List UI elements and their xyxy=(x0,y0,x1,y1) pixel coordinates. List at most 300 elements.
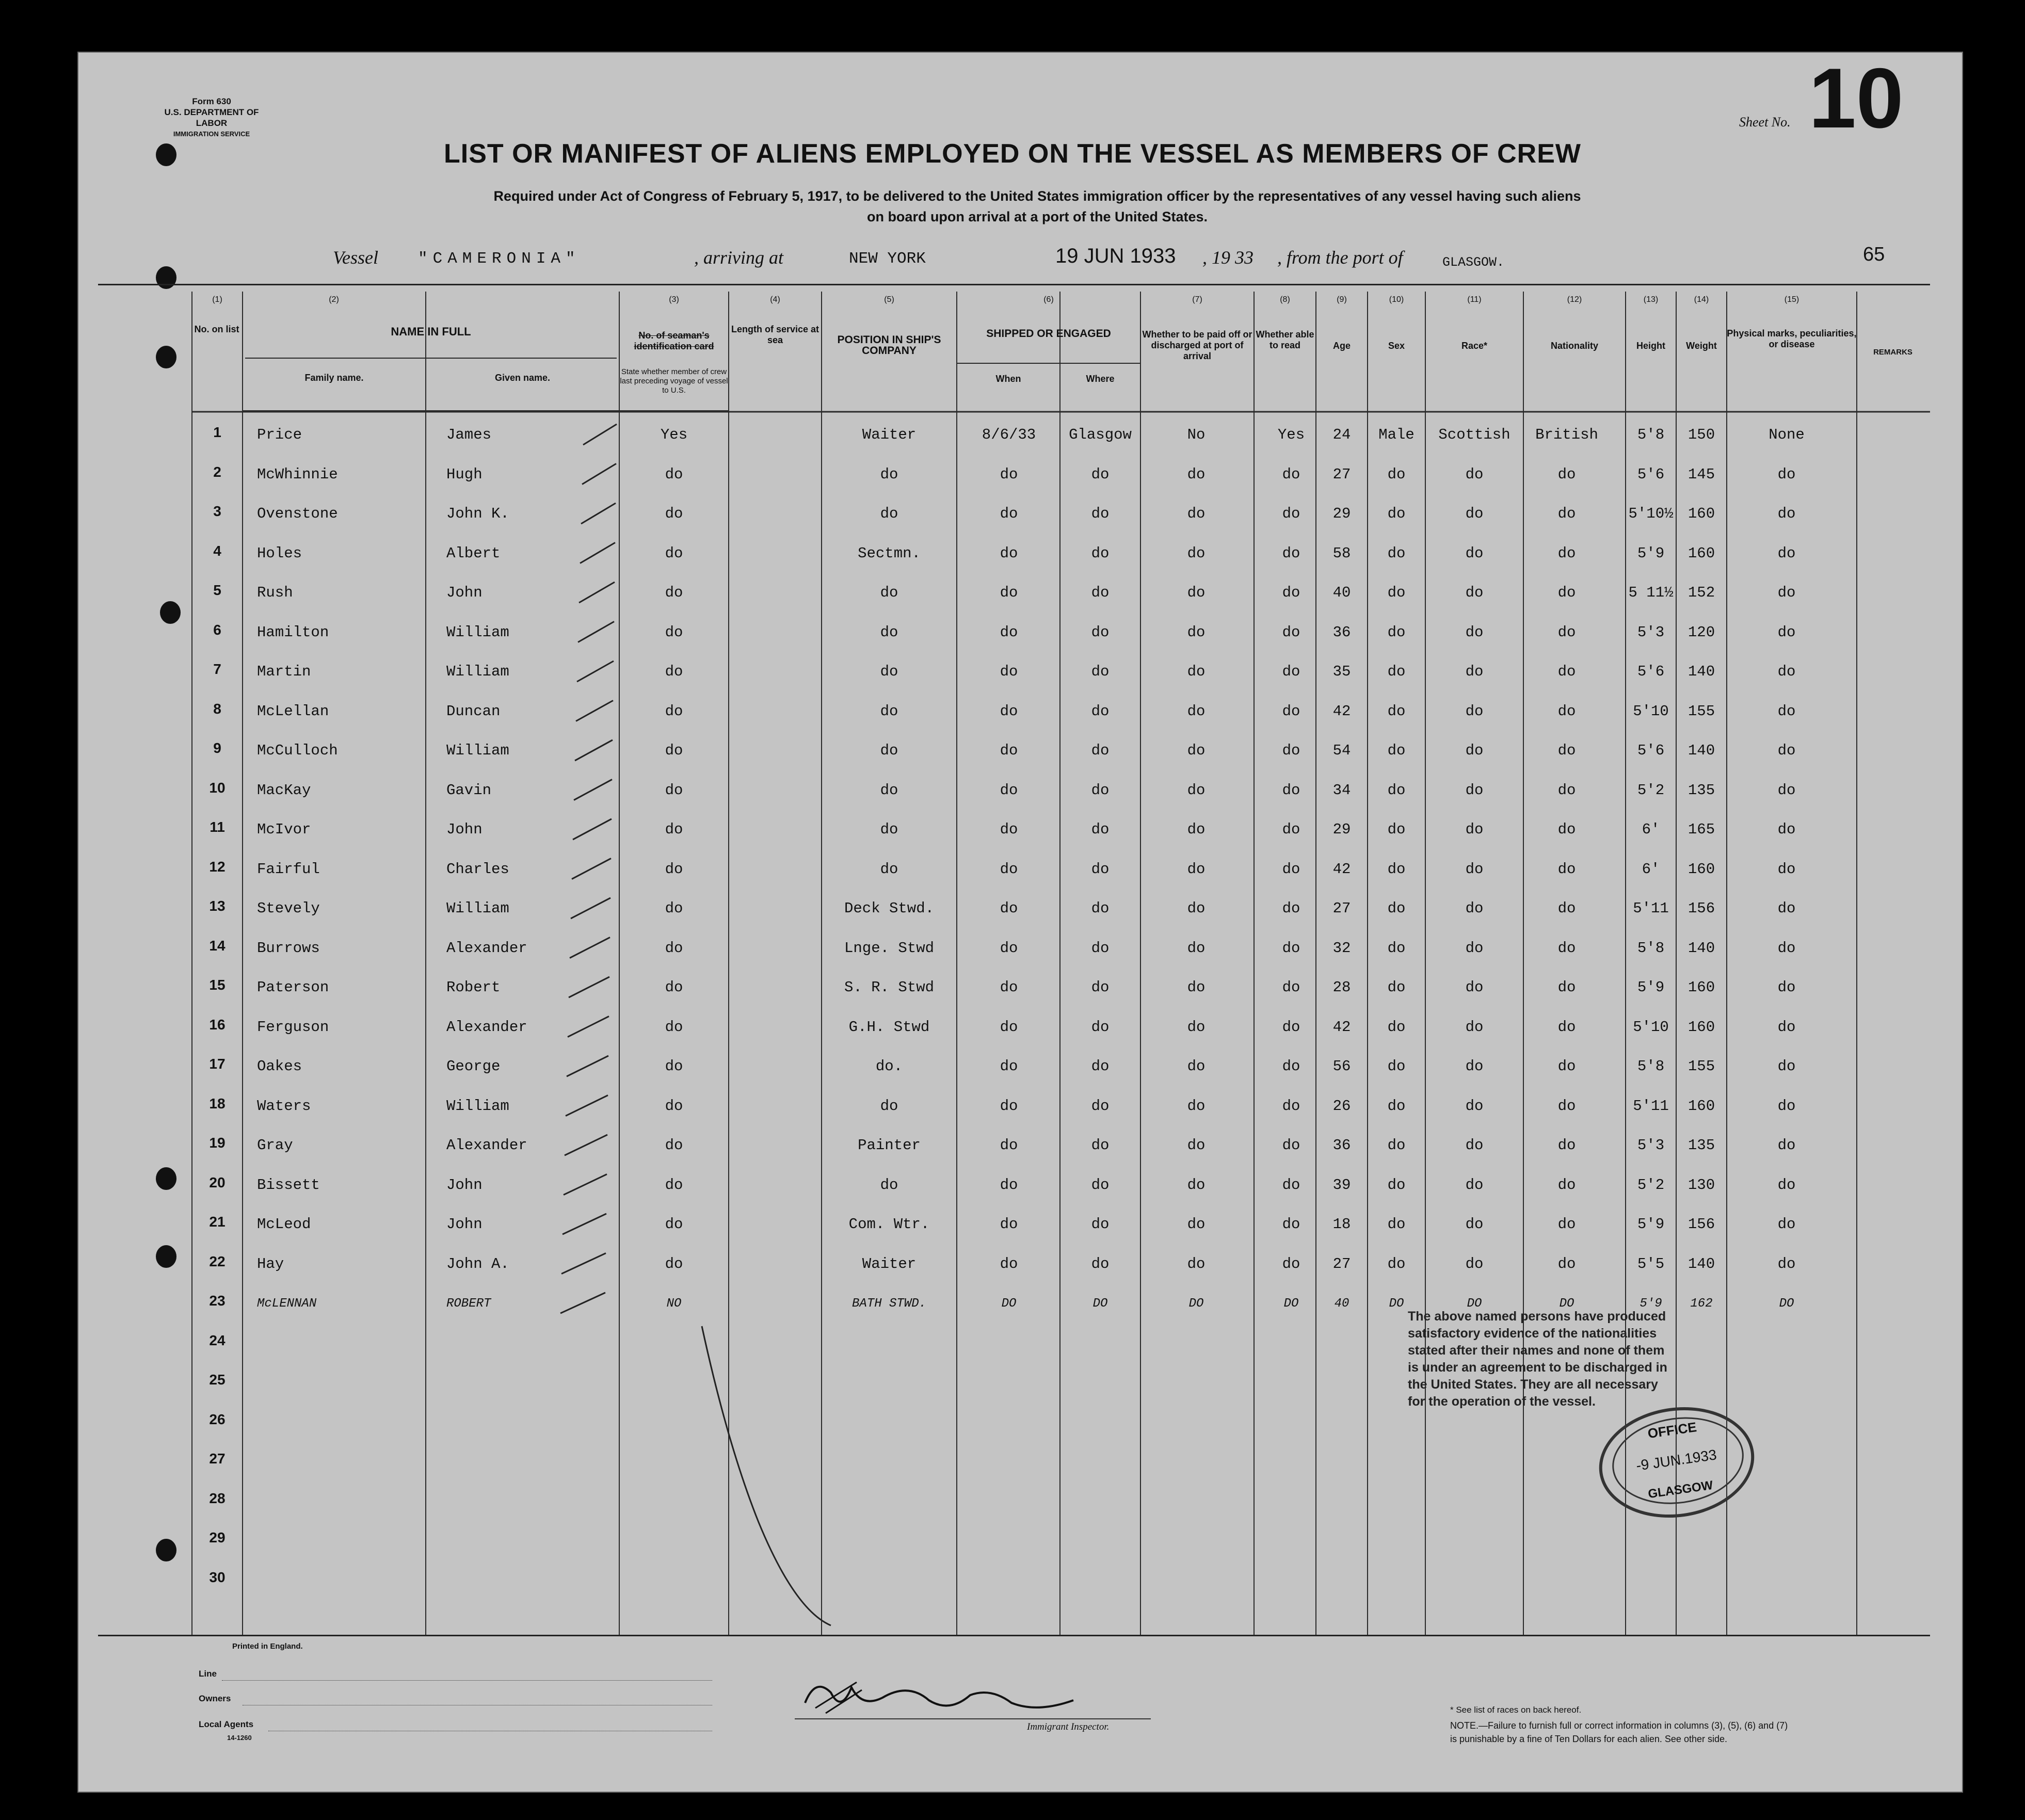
cell-nat: do xyxy=(1557,1058,1576,1075)
cell-family: McLeod xyxy=(257,1216,311,1233)
cell-where: do xyxy=(1091,702,1110,720)
cell-where: do xyxy=(1091,1058,1110,1075)
cell-paid: do xyxy=(1187,821,1206,838)
cell-family: McIvor xyxy=(257,821,311,838)
cell-read: do xyxy=(1282,465,1300,483)
service: IMMIGRATION SERVICE xyxy=(173,130,250,138)
cell-phys: do xyxy=(1777,742,1796,759)
cell-height: 5'9 xyxy=(1640,1297,1662,1311)
cell-where: do xyxy=(1091,900,1110,917)
local-agents-label: Local Agents xyxy=(199,1719,254,1729)
cell-age: 29 xyxy=(1332,821,1351,838)
arriving-label: , arriving at xyxy=(694,247,784,268)
row-number: 22 xyxy=(209,1253,226,1269)
cell-race: do xyxy=(1465,900,1484,917)
cell-family: Rush xyxy=(257,584,293,601)
cell-phys: do xyxy=(1777,702,1796,720)
cell-weight: 156 xyxy=(1687,900,1715,917)
vessel-name: "CAMERONIA" xyxy=(418,250,581,268)
cell-sex: Male xyxy=(1378,426,1415,443)
cell-height: 5'2 xyxy=(1637,781,1665,799)
cell-phys: do xyxy=(1777,860,1796,878)
stamp-line-4: is under an agreement to be discharged in xyxy=(1408,1360,1667,1375)
cell-nat: do xyxy=(1557,742,1576,759)
column-number: (2) xyxy=(329,295,339,304)
cell-nat: do xyxy=(1557,1176,1576,1194)
cell-paid: do xyxy=(1187,1216,1206,1233)
cell-given: John xyxy=(446,1176,483,1194)
cell-family: Oakes xyxy=(257,1058,302,1075)
cell-weight: 156 xyxy=(1687,1216,1715,1233)
cell-age: 28 xyxy=(1332,979,1351,996)
cell-position: S. R. Stwd xyxy=(844,979,935,996)
cell-weight: 135 xyxy=(1687,781,1715,799)
owners-label: Owners xyxy=(199,1694,231,1703)
cell-when: 8/6/33 xyxy=(982,426,1036,443)
column-number: (12) xyxy=(1567,295,1582,304)
cell-position: do xyxy=(880,781,898,799)
cell-given: James xyxy=(446,426,492,443)
cell-sex: do xyxy=(1387,979,1406,996)
year-label: , 19 33 xyxy=(1202,247,1253,268)
cell-prev: do xyxy=(665,1097,683,1115)
line-field xyxy=(222,1680,712,1681)
cell-race: do xyxy=(1465,1216,1484,1233)
cell-position: Sectmn. xyxy=(858,544,921,562)
cell-race: do xyxy=(1465,505,1484,522)
cell-phys: do xyxy=(1777,979,1796,996)
cell-race: do xyxy=(1465,623,1484,641)
cell-height: 5 11½ xyxy=(1628,584,1674,601)
header-name: NAME IN FULL xyxy=(391,325,471,338)
printed-in: Printed in England. xyxy=(232,1642,303,1651)
cell-nat: do xyxy=(1557,1216,1576,1233)
cell-nat: do xyxy=(1557,939,1576,957)
cell-height: 6' xyxy=(1642,860,1660,878)
cell-prev: do xyxy=(665,623,683,641)
cell-prev: do xyxy=(665,663,683,680)
cell-height: 5'3 xyxy=(1637,1137,1665,1154)
cell-race: do xyxy=(1465,1058,1484,1075)
cell-height: 5'2 xyxy=(1637,1176,1665,1194)
cell-family: Gray xyxy=(257,1137,293,1154)
cell-when: do xyxy=(1000,939,1018,957)
cell-prev: do xyxy=(665,1255,683,1273)
cell-phys: do xyxy=(1777,1216,1796,1233)
cell-phys: do xyxy=(1777,544,1796,562)
cell-weight: 160 xyxy=(1687,544,1715,562)
cell-height: 5'8 xyxy=(1637,1058,1665,1075)
cell-race: do xyxy=(1465,860,1484,878)
cell-phys: DO xyxy=(1779,1297,1794,1311)
row-number: 18 xyxy=(209,1095,226,1112)
row-number: 6 xyxy=(213,621,221,638)
cell-weight: 160 xyxy=(1687,1018,1715,1036)
cell-given: Albert xyxy=(446,544,501,562)
cell-paid: do xyxy=(1187,584,1206,601)
cell-when: do xyxy=(1000,1058,1018,1075)
cell-given: John xyxy=(446,1216,483,1233)
row-number: 26 xyxy=(209,1411,226,1427)
oval-stamp-bottom: GLASGOW xyxy=(1647,1478,1714,1502)
cell-when: do xyxy=(1000,781,1018,799)
cell-prev: do xyxy=(665,1216,683,1233)
cell-prev: do xyxy=(665,1018,683,1036)
cell-where: do xyxy=(1091,781,1110,799)
cell-nat: do xyxy=(1557,900,1576,917)
cell-paid: do xyxy=(1187,623,1206,641)
cell-read: do xyxy=(1282,781,1300,799)
header-given: Given name. xyxy=(494,373,551,383)
header-remarks: REMARKS xyxy=(1873,348,1912,357)
cell-nat: do xyxy=(1557,505,1576,522)
cell-sex: do xyxy=(1387,1097,1406,1115)
stamp-line-1: The above named persons have produced xyxy=(1408,1309,1666,1324)
cell-paid: do xyxy=(1187,465,1206,483)
cell-phys: do xyxy=(1777,939,1796,957)
cell-race: Scottish xyxy=(1438,426,1510,443)
races-note: * See list of races on back hereof. xyxy=(1450,1705,1582,1715)
cell-read: do xyxy=(1282,979,1300,996)
cell-given: William xyxy=(446,900,509,917)
row-number: 27 xyxy=(209,1451,226,1467)
cell-paid: do xyxy=(1187,505,1206,522)
cell-age: 54 xyxy=(1332,742,1351,759)
cell-given: Alexander xyxy=(446,1137,527,1154)
sheet-number: 10 xyxy=(1809,51,1904,146)
cell-family: Ferguson xyxy=(257,1018,329,1036)
cell-paid: DO xyxy=(1188,1297,1204,1311)
header-length: Length of service at sea xyxy=(731,324,819,345)
cell-read: do xyxy=(1282,900,1300,917)
cell-given: Charles xyxy=(446,860,509,878)
cell-position: do xyxy=(880,465,898,483)
subtitle-line-2: on board upon arrival at a port of the United States. xyxy=(866,209,1208,224)
cell-where: do xyxy=(1091,939,1110,957)
cell-read: do xyxy=(1282,1097,1300,1115)
cell-position: do xyxy=(880,821,898,838)
cell-where: do xyxy=(1091,623,1110,641)
cell-where: do xyxy=(1091,663,1110,680)
cell-sex: do xyxy=(1387,1176,1406,1194)
cell-prev: do xyxy=(665,781,683,799)
cell-position: do xyxy=(880,860,898,878)
cell-nat: do xyxy=(1557,663,1576,680)
cell-family: Ovenstone xyxy=(257,505,338,522)
vessel-label: Vessel xyxy=(333,247,378,268)
cell-weight: 120 xyxy=(1687,623,1715,641)
cell-paid: do xyxy=(1187,1176,1206,1194)
cell-when: do xyxy=(1000,900,1018,917)
header-age: Age xyxy=(1332,341,1351,351)
cell-where: do xyxy=(1091,860,1110,878)
cell-where: do xyxy=(1091,1255,1110,1273)
cell-sex: do xyxy=(1387,1018,1406,1036)
page-number: 65 xyxy=(1863,244,1885,265)
cell-age: 40 xyxy=(1332,584,1351,601)
cell-sex: DO xyxy=(1389,1297,1404,1311)
cell-sex: do xyxy=(1387,702,1406,720)
cell-height: 5'6 xyxy=(1637,663,1665,680)
cell-sex: do xyxy=(1387,821,1406,838)
cell-where: do xyxy=(1091,584,1110,601)
header-id-note: State whether member of crew last preceding voyage of vessel to U.S. xyxy=(620,367,728,395)
subtitle-line-1: Required under Act of Congress of February 5, 1917, to be delivered to the United States immigration officer by the representatives of any vessel having such aliens xyxy=(493,188,1581,204)
department: U.S. DEPARTMENT OF LABOR xyxy=(164,107,259,128)
cell-race: do xyxy=(1465,781,1484,799)
column-number: (10) xyxy=(1389,295,1404,304)
cell-family: Fairful xyxy=(257,860,320,878)
header-id-card: No. of seaman's identification card xyxy=(634,330,714,351)
cell-sex: do xyxy=(1387,505,1406,522)
column-number: (14) xyxy=(1694,295,1709,304)
cell-age: 56 xyxy=(1332,1058,1351,1075)
cell-paid: do xyxy=(1187,1255,1206,1273)
cell-race: do xyxy=(1465,584,1484,601)
row-number: 28 xyxy=(209,1490,226,1506)
cell-sex: do xyxy=(1387,900,1406,917)
cell-position: do xyxy=(880,1097,898,1115)
cell-height: 5'10 xyxy=(1633,1018,1669,1036)
column-number: (1) xyxy=(212,295,222,304)
cell-given: John K. xyxy=(446,505,509,522)
cell-height: 5'6 xyxy=(1637,465,1665,483)
cell-weight: 155 xyxy=(1687,702,1715,720)
cell-when: do xyxy=(1000,584,1018,601)
column-number: (9) xyxy=(1337,295,1347,304)
cell-phys: do xyxy=(1777,1097,1796,1115)
row-number: 7 xyxy=(213,661,221,677)
stamp-line-6: for the operation of the vessel. xyxy=(1408,1394,1596,1409)
row-number: 9 xyxy=(213,740,221,756)
cell-given: Duncan xyxy=(446,702,501,720)
cell-nat: do xyxy=(1557,1255,1576,1273)
cell-read: do xyxy=(1282,702,1300,720)
cell-given: John A. xyxy=(446,1255,509,1273)
stamp-line-2: satisfactory evidence of the nationalities xyxy=(1408,1326,1657,1341)
cell-weight: 140 xyxy=(1687,1255,1715,1273)
cell-height: 5'9 xyxy=(1637,544,1665,562)
inspector-label: Immigrant Inspector. xyxy=(1027,1721,1110,1732)
cell-sex: do xyxy=(1387,1216,1406,1233)
cell-family: Paterson xyxy=(257,979,329,996)
cell-when: do xyxy=(1000,465,1018,483)
cell-phys: do xyxy=(1777,1137,1796,1154)
row-number: 5 xyxy=(213,582,221,598)
cell-position: do. xyxy=(875,1058,903,1075)
cell-given: Gavin xyxy=(446,781,492,799)
cell-phys: do xyxy=(1777,1018,1796,1036)
row-number: 23 xyxy=(209,1293,226,1309)
cell-sex: do xyxy=(1387,465,1406,483)
row-number: 24 xyxy=(209,1332,226,1348)
cell-sex: do xyxy=(1387,1058,1406,1075)
cell-weight: 130 xyxy=(1687,1176,1715,1194)
cell-height: 5'8 xyxy=(1637,426,1665,443)
row-number: 17 xyxy=(209,1056,226,1072)
header-able-read: Whether able to read xyxy=(1256,329,1314,350)
cell-family: McLENNAN xyxy=(257,1297,317,1311)
cell-nat: British xyxy=(1535,426,1598,443)
cell-age: 27 xyxy=(1332,1255,1351,1273)
header-position: POSITION IN SHIP'S COMPANY xyxy=(837,334,941,357)
cell-paid: do xyxy=(1187,781,1206,799)
cell-where: DO xyxy=(1092,1297,1108,1311)
cell-when: do xyxy=(1000,623,1018,641)
cell-sex: do xyxy=(1387,1137,1406,1154)
cell-race: do xyxy=(1465,939,1484,957)
cell-sex: do xyxy=(1387,663,1406,680)
cell-position: Deck Stwd. xyxy=(844,900,935,917)
cell-age: 32 xyxy=(1332,939,1351,957)
column-number: (4) xyxy=(770,295,780,304)
cell-given: ROBERT xyxy=(446,1297,491,1311)
cell-read: do xyxy=(1282,1216,1300,1233)
cell-when: do xyxy=(1000,860,1018,878)
signature-line xyxy=(795,1718,1151,1719)
cell-sex: do xyxy=(1387,544,1406,562)
cell-age: 58 xyxy=(1332,544,1351,562)
cell-weight: 150 xyxy=(1687,426,1715,443)
column-number: (13) xyxy=(1643,295,1659,304)
cell-weight: 160 xyxy=(1687,505,1715,522)
row-number: 19 xyxy=(209,1135,226,1151)
cell-race: do xyxy=(1465,465,1484,483)
cell-prev: do xyxy=(665,979,683,996)
cell-paid: do xyxy=(1187,979,1206,996)
cell-nat: do xyxy=(1557,465,1576,483)
cell-phys: do xyxy=(1777,1058,1796,1075)
cell-race: DO xyxy=(1467,1297,1482,1311)
header-weight: Weight xyxy=(1686,341,1717,351)
header-when: When xyxy=(995,374,1021,384)
cell-where: do xyxy=(1091,1137,1110,1154)
cell-sex: do xyxy=(1387,860,1406,878)
cell-when: do xyxy=(1000,1018,1018,1036)
cell-family: Price xyxy=(257,426,302,443)
cell-read: do xyxy=(1282,1137,1300,1154)
cell-phys: do xyxy=(1777,900,1796,917)
header-no: No. on list xyxy=(194,324,239,334)
cell-phys: do xyxy=(1777,584,1796,601)
oval-stamp-top: OFFICE xyxy=(1646,1419,1698,1442)
arriving-port: NEW YORK xyxy=(849,250,926,268)
cell-position: Waiter xyxy=(862,426,917,443)
row-number: 15 xyxy=(209,977,226,993)
cell-nat: do xyxy=(1557,781,1576,799)
row-number: 13 xyxy=(209,898,226,914)
cell-sex: do xyxy=(1387,1255,1406,1273)
header-height: Height xyxy=(1636,341,1665,351)
cell-weight: 155 xyxy=(1687,1058,1715,1075)
cell-nat: do xyxy=(1557,544,1576,562)
cell-prev: do xyxy=(665,1137,683,1154)
cell-age: 36 xyxy=(1332,1137,1351,1154)
cell-age: 36 xyxy=(1332,623,1351,641)
cell-paid: do xyxy=(1187,900,1206,917)
cell-prev: do xyxy=(665,702,683,720)
cell-height: 5'10½ xyxy=(1628,505,1674,522)
cell-height: 6' xyxy=(1642,821,1660,838)
cell-when: do xyxy=(1000,742,1018,759)
column-number: (6) xyxy=(1043,295,1054,304)
cell-position: G.H. Stwd xyxy=(848,1018,930,1036)
cell-read: do xyxy=(1282,939,1300,957)
column-number: (3) xyxy=(669,295,679,304)
cell-phys: do xyxy=(1777,623,1796,641)
cell-given: William xyxy=(446,742,509,759)
header-family: Family name. xyxy=(304,373,364,383)
cell-position: do xyxy=(880,584,898,601)
cell-age: 40 xyxy=(1334,1297,1349,1311)
cell-paid: do xyxy=(1187,544,1206,562)
cell-paid: do xyxy=(1187,1058,1206,1075)
stamp-line-5: the United States. They are all necessary xyxy=(1408,1377,1658,1392)
cell-nat: do xyxy=(1557,1018,1576,1036)
row-number: 14 xyxy=(209,937,226,954)
cell-when: do xyxy=(1000,505,1018,522)
cell-race: do xyxy=(1465,544,1484,562)
cell-nat: DO xyxy=(1559,1297,1574,1311)
cell-height: 5'10 xyxy=(1633,702,1669,720)
cell-read: do xyxy=(1282,742,1300,759)
cell-family: Waters xyxy=(257,1097,311,1115)
inspector-signature xyxy=(795,1672,1084,1729)
header-shipped: SHIPPED OR ENGAGED xyxy=(986,328,1111,340)
cell-phys: None xyxy=(1769,426,1805,443)
cell-family: Bissett xyxy=(257,1176,320,1194)
cell-weight: 160 xyxy=(1687,860,1715,878)
cell-read: do xyxy=(1282,860,1300,878)
cell-prev: Yes xyxy=(660,426,688,443)
column-number: (5) xyxy=(884,295,894,304)
cell-read: do xyxy=(1282,623,1300,641)
cell-prev: do xyxy=(665,900,683,917)
cell-phys: do xyxy=(1777,1255,1796,1273)
cell-nat: do xyxy=(1557,979,1576,996)
cell-family: Hamilton xyxy=(257,623,329,641)
cell-race: do xyxy=(1465,979,1484,996)
penalty-note-1: NOTE.—Failure to furnish full or correct information in columns (3), (5), (6) and (7) xyxy=(1450,1720,1788,1731)
cell-given: Hugh xyxy=(446,465,483,483)
cell-weight: 140 xyxy=(1687,742,1715,759)
row-number: 12 xyxy=(209,858,226,875)
cell-family: Martin xyxy=(257,663,311,680)
column-number: (11) xyxy=(1467,295,1482,304)
cell-age: 27 xyxy=(1332,465,1351,483)
cell-phys: do xyxy=(1777,1176,1796,1194)
cell-position: Com. Wtr. xyxy=(848,1216,930,1233)
cell-read: do xyxy=(1282,821,1300,838)
cell-sex: do xyxy=(1387,781,1406,799)
cell-race: do xyxy=(1465,821,1484,838)
cell-read: Yes xyxy=(1277,426,1305,443)
cell-nat: do xyxy=(1557,821,1576,838)
nationality-certification-stamp xyxy=(1408,1308,1769,1410)
arrival-date: 19 JUN 1933 xyxy=(1055,245,1176,267)
cell-height: 5'11 xyxy=(1633,1097,1669,1115)
cell-race: do xyxy=(1465,663,1484,680)
cell-position: do xyxy=(880,505,898,522)
cell-family: MacKay xyxy=(257,781,311,799)
cell-where: do xyxy=(1091,979,1110,996)
cell-when: do xyxy=(1000,821,1018,838)
row-number: 2 xyxy=(213,463,221,480)
header-physical: Physical marks, peculiarities, or disease xyxy=(1727,328,1857,349)
cell-read: do xyxy=(1282,1058,1300,1075)
cell-weight: 145 xyxy=(1687,465,1715,483)
footer-rule xyxy=(98,1635,1930,1636)
